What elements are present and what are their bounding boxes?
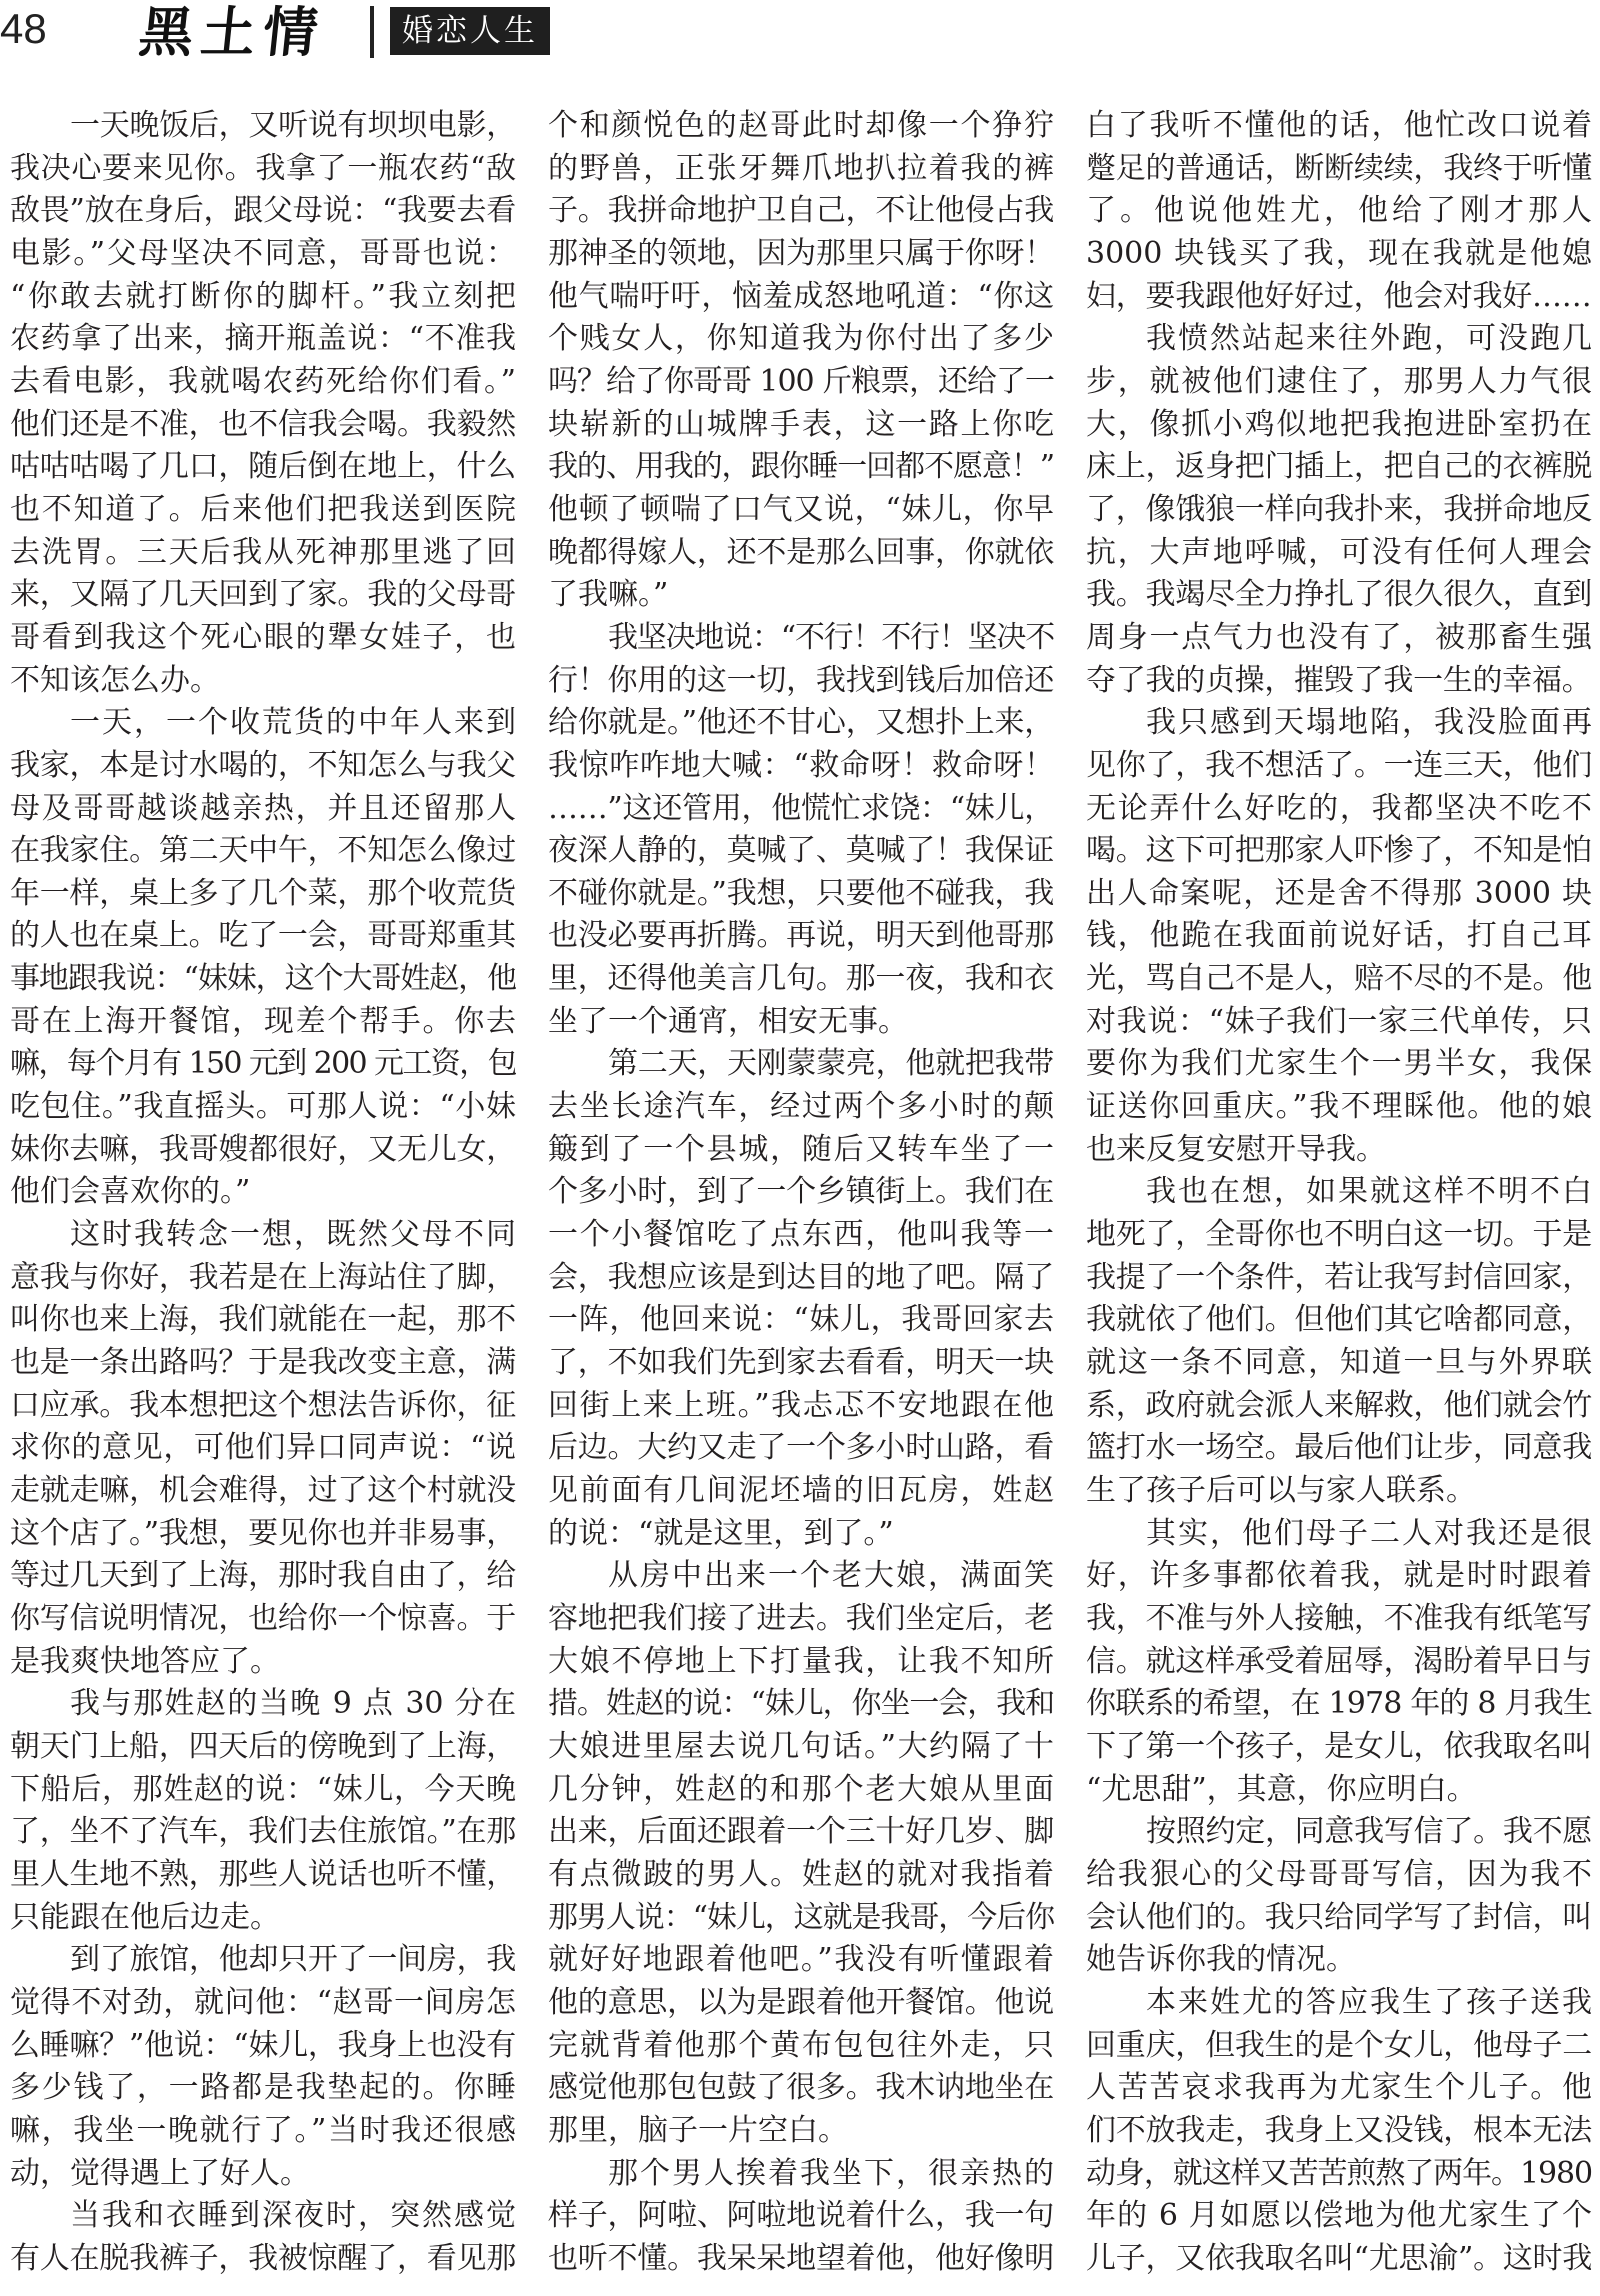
text-line: 我。我竭尽全力挣扎了很久很久，直到: [1086, 577, 1592, 613]
text-line: 一阵，他回来说：“妹儿，我哥回家去: [548, 1302, 1054, 1338]
text-line: 你联系的希望，在 1978 年的 8 月我生: [1086, 1686, 1592, 1722]
text-line: 也没必要再折腾。再说，明天到他哥那: [548, 918, 1054, 954]
text-line: 他的意思，以为是跟着他开餐馆。他说: [548, 1984, 1054, 2020]
text-line: 吃包住。”我直摇头。可那人说：“小妹: [10, 1089, 516, 1125]
text-line: 叫你也来上海，我们就能在一起，那不: [10, 1302, 516, 1338]
paragraph: [10, 2195, 516, 2280]
text-line: 儿子，又依我取名叫“尤思渝”。这时我: [1086, 2240, 1592, 2276]
text-line: 只能跟在他后边走。: [10, 1899, 280, 1935]
paragraph: [10, 105, 516, 702]
text-line: 他们还是不准，也不信我会喝。我毅然: [10, 406, 516, 442]
text-line: 事地跟我说：“妹妹，这个大哥姓赵，他: [10, 961, 516, 997]
text-line: 了，坐不了汽车，我们去住旅馆。”在那: [10, 1814, 516, 1850]
paragraph: [548, 105, 1054, 617]
text-line: 们不放我走，我身上又没钱，根本无法: [1086, 2112, 1592, 2148]
paragraph: [1086, 1982, 1592, 2281]
text-line: 农药拿了出来，摘开瓶盖说：“不准我: [10, 321, 516, 357]
text-line: 人苦苦哀求我再为尤家生个儿子。他: [1086, 2070, 1592, 2106]
text-line: 个多小时，到了一个乡镇街上。我们在: [548, 1174, 1054, 1210]
text-line: “尤思甜”，其意，你应明白。: [1086, 1771, 1477, 1807]
text-line: 里人生地不熟，那些人说话也听不懂，: [10, 1856, 516, 1892]
text-line: 个和颜悦色的赵哥此时却像一个狰狞: [548, 108, 1054, 143]
text-line: 第二天，天刚蒙蒙亮，他就把我带: [608, 1046, 1054, 1082]
text-line: 蹩足的普通话，断断续续，我终于听懂: [1086, 150, 1592, 186]
text-line: 给你就是。”他还不甘心，又想扑上来，: [548, 705, 1054, 741]
text-line: 那里，脑子一片空白。: [548, 2112, 848, 2148]
text-line: 白了我听不懂他的话，他忙改口说着: [1086, 108, 1592, 143]
text-line: “你敢去就打断你的脚杆。”我立刻把: [10, 278, 516, 314]
text-line: 大娘进里屋去说几句话。”大约隔了十: [548, 1728, 1054, 1764]
text-line: 子。我拼命地护卫自己，不让他侵占我: [548, 193, 1054, 229]
text-line: 去坐长途汽车，经过两个多小时的颠: [548, 1089, 1054, 1125]
text-line: 夜深人静的，莫喊了、莫喊了！我保证: [548, 833, 1054, 869]
text-line: 多少钱了，一路都是我垫起的。你睡: [10, 2070, 516, 2106]
text-line: 妇，要我跟他好好过，他会对我好……: [1086, 278, 1592, 314]
text-line: 光，骂自己不是人，赔不尽的不是。他: [1086, 961, 1592, 997]
text-line: 完就背着他那个黄布包包往外走，只: [548, 2027, 1054, 2063]
text-line: 下船后，那姓赵的说：“妹儿，今天晚: [10, 1771, 516, 1807]
text-line: 钱，他跪在我面前说好话，打自己耳: [1086, 918, 1592, 954]
text-line: 嘛，每个月有 150 元到 200 元工资，包: [10, 1046, 516, 1082]
text-line: 3000 块钱买了我，现在我就是他媳: [1086, 235, 1592, 271]
text-line: 就好好地跟着他吧。”我没有听懂跟着: [548, 1942, 1054, 1978]
text-line: 好，许多事都依着我，就是时时跟着: [1086, 1558, 1592, 1594]
text-line: 等过几天到了上海，那时我自由了，给: [10, 1558, 516, 1594]
text-line: 感觉他那包包鼓了很多。我木讷地坐在: [548, 2070, 1054, 2106]
text-line: 是我爽快地答应了。: [10, 1643, 280, 1679]
text-line: 一个小餐馆吃了点东西，他叫我等一: [548, 1217, 1054, 1253]
text-line: 不知该怎么办。: [10, 662, 220, 698]
text-line: 从房中出来一个老大娘，满面笑: [608, 1558, 1054, 1594]
text-line: 哥在上海开餐馆，现差个帮手。你去: [10, 1003, 516, 1039]
text-column-1: [10, 105, 516, 2280]
text-line: 那神圣的领地，因为那里只属于你呀！: [548, 235, 1054, 271]
paragraph: [548, 1555, 1054, 2152]
magazine-logo: 黑土情: [136, 0, 329, 64]
text-line: 就这一条不同意，知道一旦与外界联: [1086, 1345, 1592, 1381]
text-line: 当我和衣睡到深夜时，突然感觉: [70, 2198, 516, 2234]
text-line: 里，还得他美言几句。那一夜，我和衣: [548, 961, 1054, 997]
text-line: 给我狠心的父母哥哥写信，因为我不: [1086, 1856, 1592, 1892]
text-line: 他顿了顿喘了口气又说，“妹儿，你早: [548, 491, 1054, 527]
text-line: 也是一条出路吗？于是我改变主意，满: [10, 1345, 516, 1381]
text-line: 回重庆，但我生的是个女儿，他母子二: [1086, 2027, 1592, 2063]
text-line: 地死了，全哥你也不明白这一切。于是: [1086, 1217, 1592, 1253]
text-line: 了我嘛。”: [548, 577, 669, 613]
text-line: 出来，后面还跟着一个三十好几岁、脚: [548, 1814, 1054, 1850]
text-line: 簸到了一个县城，随后又转车坐了一: [548, 1131, 1054, 1167]
text-line: 出人命案呢，还是舍不得那 3000 块: [1086, 875, 1592, 911]
text-line: 按照约定，同意我写信了。我不愿: [1146, 1814, 1592, 1850]
text-line: 晚都得嫁人，还不是那么回事，你就依: [548, 534, 1054, 570]
text-line: 这时我转念一想，既然父母不同: [70, 1217, 516, 1253]
text-line: 吗？给了你哥哥 100 斤粮票，还给了一: [548, 363, 1054, 399]
text-line: 到了旅馆，他却只开了一间房，我: [70, 1942, 516, 1978]
paragraph: [10, 1939, 516, 2195]
text-line: 回街上来上班。”我忐忑不安地跟在他: [548, 1387, 1054, 1423]
text-line: 坐了一个通宵，相安无事。: [548, 1003, 908, 1039]
text-line: 系，政府就会派人来解救，他们就会竹: [1086, 1387, 1592, 1423]
text-line: 大，像抓小鸡似地把我抱进卧室扔在: [1086, 406, 1592, 442]
text-line: 在我家住。第二天中午，不知怎么像过: [10, 833, 516, 869]
text-line: 信。就这样承受着屈辱，渴盼着早日与: [1086, 1643, 1592, 1679]
text-line: 口应承。我本想把这个想法告诉你，征: [10, 1387, 516, 1423]
text-line: 有人在脱我裤子，我被惊醒了，看见那: [10, 2240, 516, 2276]
text-line: 抗，大声地呼喊，可没有任何人理会: [1086, 534, 1592, 570]
paragraph: [1086, 1171, 1592, 1512]
text-line: 本来姓尤的答应我生了孩子送我: [1146, 1984, 1592, 2020]
text-line: 他们会喜欢你的。”: [10, 1174, 251, 1210]
text-column-2: [548, 105, 1054, 2280]
text-line: 一天晚饭后，又听说有坝坝电影，: [70, 108, 516, 143]
text-line: 我的、用我的，跟你睡一回都不愿意！”: [548, 449, 1054, 485]
text-line: 样子，阿啦、阿啦地说着什么，我一句: [548, 2198, 1054, 2234]
text-line: 我与那姓赵的当晚 9 点 30 分在: [70, 1686, 516, 1722]
text-line: 后边。大约又走了一个多小时山路，看: [548, 1430, 1054, 1466]
text-line: 年一样，桌上多了几个菜，那个收荒货: [10, 875, 516, 911]
text-line: 见你了，我不想活了。一连三天，他们: [1086, 747, 1592, 783]
text-line: 动身，就这样又苦苦煎熬了两年。1980: [1086, 2155, 1592, 2191]
text-line: 我也在想，如果就这样不明不白: [1146, 1174, 1592, 1210]
text-line: 的说：“就是这里，到了。”: [548, 1515, 894, 1551]
text-line: 一天，一个收荒货的中年人来到: [70, 705, 516, 741]
text-line: 妹你去嘛，我哥嫂都很好，又无儿女，: [10, 1131, 516, 1167]
text-line: 个贱女人，你知道我为你付出了多少: [548, 321, 1054, 357]
text-line: 来，又隔了几天回到了家。我的父母哥: [10, 577, 516, 613]
text-line: 的野兽，正张牙舞爪地扒拉着我的裤: [548, 150, 1054, 186]
text-line: 行！你用的这一切，我找到钱后加倍还: [548, 662, 1054, 698]
text-line: 也听不懂。我呆呆地望着他，他好像明: [548, 2240, 1054, 2276]
text-line: 她告诉你我的情况。: [1086, 1942, 1356, 1978]
paragraph: [1086, 318, 1592, 702]
text-line: 敌畏”放在身后，跟父母说：“我要去看: [10, 193, 516, 229]
text-line: 走就走嘛，机会难得，过了这个村就没: [10, 1473, 516, 1508]
paragraph: [1086, 105, 1592, 318]
text-line: 我只感到天塌地陷，我没脸面再: [1146, 705, 1592, 741]
text-line: 嘛，我坐一晚就行了。”当时我还很感: [10, 2112, 516, 2148]
text-line: 了，像饿狼一样向我扑来，我拼命地反: [1086, 491, 1592, 527]
text-line: 意我与你好，我若是在上海站住了脚，: [10, 1259, 516, 1295]
text-line: 这个店了。”我想，要见你也并非易事，: [10, 1515, 516, 1551]
text-line: 么睡嘛？”他说：“妹儿，我身上也没有: [10, 2027, 516, 2063]
text-line: 会，我想应该是到达目的地了吧。隔了: [548, 1259, 1054, 1295]
text-line: 喝。这下可把那家人吓惨了，不知是怕: [1086, 833, 1592, 869]
paragraph: [548, 1043, 1054, 1555]
text-line: 咕咕咕喝了几口，随后倒在地上，什么: [10, 449, 516, 485]
text-line: 我惊咋咋地大喊：“救命呀！救命呀！: [548, 747, 1054, 783]
text-line: 步，就被他们逮住了，那男人力气很: [1086, 363, 1592, 399]
text-line: 大娘不停地上下打量我，让我不知所: [548, 1643, 1054, 1679]
page-number: 48: [0, 5, 47, 52]
text-line: 我，不准与外人接触，不准我有纸笔写: [1086, 1600, 1592, 1636]
paragraph: [10, 702, 516, 1214]
text-line: 也不知道了。后来他们把我送到医院: [10, 491, 516, 527]
paragraph: [548, 617, 1054, 1044]
text-line: 年的 6 月如愿以偿地为他尤家生了个: [1086, 2198, 1592, 2234]
text-line: 那男人说：“妹儿，这就是我哥，今后你: [548, 1899, 1054, 1935]
text-line: 床上，返身把门插上，把自己的衣裤脱: [1086, 449, 1592, 485]
text-line: 的人也在桌上。吃了一会，哥哥郑重其: [10, 918, 516, 954]
text-line: 那个男人挨着我坐下，很亲热的: [608, 2155, 1054, 2191]
text-line: 篮打水一场空。最后他们让步，同意我: [1086, 1430, 1592, 1466]
text-line: 生了孩子后可以与家人联系。: [1086, 1473, 1476, 1508]
text-line: 下了第一个孩子，是女儿，依我取名叫: [1086, 1728, 1592, 1764]
paragraph: [548, 2153, 1054, 2281]
text-line: 夺了我的贞操，摧毁了我一生的幸福。: [1086, 662, 1592, 698]
text-line: 不碰你就是。”我想，只要他不碰我，我: [548, 875, 1054, 911]
text-column-3: [1086, 105, 1592, 2280]
text-line: 我提了一个条件，若让我写封信回家，: [1086, 1259, 1592, 1295]
paragraph: [1086, 1811, 1592, 1982]
text-line: 几分钟，姓赵的和那个老大娘从里面: [548, 1771, 1054, 1807]
text-line: 周身一点气力也没有了，被那畜生强: [1086, 619, 1592, 655]
text-line: 求你的意见，可他们异口同声说：“说: [10, 1430, 516, 1466]
text-line: 了，不如我们先到家去看看，明天一块: [548, 1345, 1054, 1381]
text-line: 有点微跛的男人。姓赵的就对我指着: [548, 1856, 1054, 1892]
text-line: 我就依了他们。但他们其它啥都同意，: [1086, 1302, 1592, 1338]
text-line: 朝天门上船，四天后的傍晚到了上海，: [10, 1728, 516, 1764]
text-line: 证送你回重庆。”我不理睬他。他的娘: [1086, 1089, 1592, 1125]
text-line: 也来反复安慰开导我。: [1086, 1131, 1386, 1167]
text-line: 母及哥哥越谈越亲热，并且还留那人: [10, 790, 516, 826]
text-line: 他气喘吁吁，恼羞成怒地吼道：“你这: [548, 278, 1054, 314]
text-line: 块崭新的山城牌手表，这一路上你吃: [548, 406, 1054, 442]
text-line: 哥看到我这个死心眼的犟女娃子，也: [10, 619, 516, 655]
text-line: 见前面有几间泥坯墙的旧瓦房，姓赵: [548, 1473, 1054, 1508]
text-line: 会认他们的。我只给同学写了封信，叫: [1086, 1899, 1592, 1935]
text-line: 去看电影，我就喝农药死给你们看。”: [10, 363, 516, 399]
text-line: 了。他说他姓尤，他给了刚才那人: [1086, 193, 1592, 229]
text-line: ……”这还管用，他慌忙求饶：“妹儿，: [548, 790, 1054, 826]
text-line: 去洗胃。三天后我从死神那里逃了回: [10, 534, 516, 570]
paragraph: [10, 1214, 516, 1683]
text-line: 我愤然站起来往外跑，可没跑几: [1146, 321, 1592, 357]
section-label: 婚恋人生: [390, 7, 550, 55]
text-line: 措。姓赵的说：“妹儿，你坐一会，我和: [548, 1686, 1054, 1722]
text-line: 电影。”父母坚决不同意，哥哥也说：: [10, 235, 516, 271]
paragraph: [1086, 702, 1592, 1171]
text-line: 你写信说明情况，也给你一个惊喜。于: [10, 1600, 516, 1636]
text-line: 我决心要来见你。我拿了一瓶农药“敌: [10, 150, 516, 186]
paragraph: [10, 1683, 516, 1939]
text-line: 动，觉得遇上了好人。: [10, 2155, 310, 2191]
text-line: 容地把我们接了进去。我们坐定后，老: [548, 1600, 1054, 1636]
text-line: 我家，本是讨水喝的，不知怎么与我父: [10, 747, 516, 783]
text-line: 无论弄什么好吃的，我都坚决不吃不: [1086, 790, 1592, 826]
text-line: 对我说：“妹子我们一家三代单传，只: [1086, 1003, 1592, 1039]
text-line: 我坚决地说：“不行！不行！坚决不: [608, 619, 1054, 655]
text-line: 其实，他们母子二人对我还是很: [1146, 1515, 1592, 1551]
paragraph: [1086, 1513, 1592, 1812]
text-line: 觉得不对劲，就问他：“赵哥一间房怎: [10, 1984, 516, 2020]
text-line: 要你为我们尤家生个一男半女，我保: [1086, 1046, 1592, 1082]
